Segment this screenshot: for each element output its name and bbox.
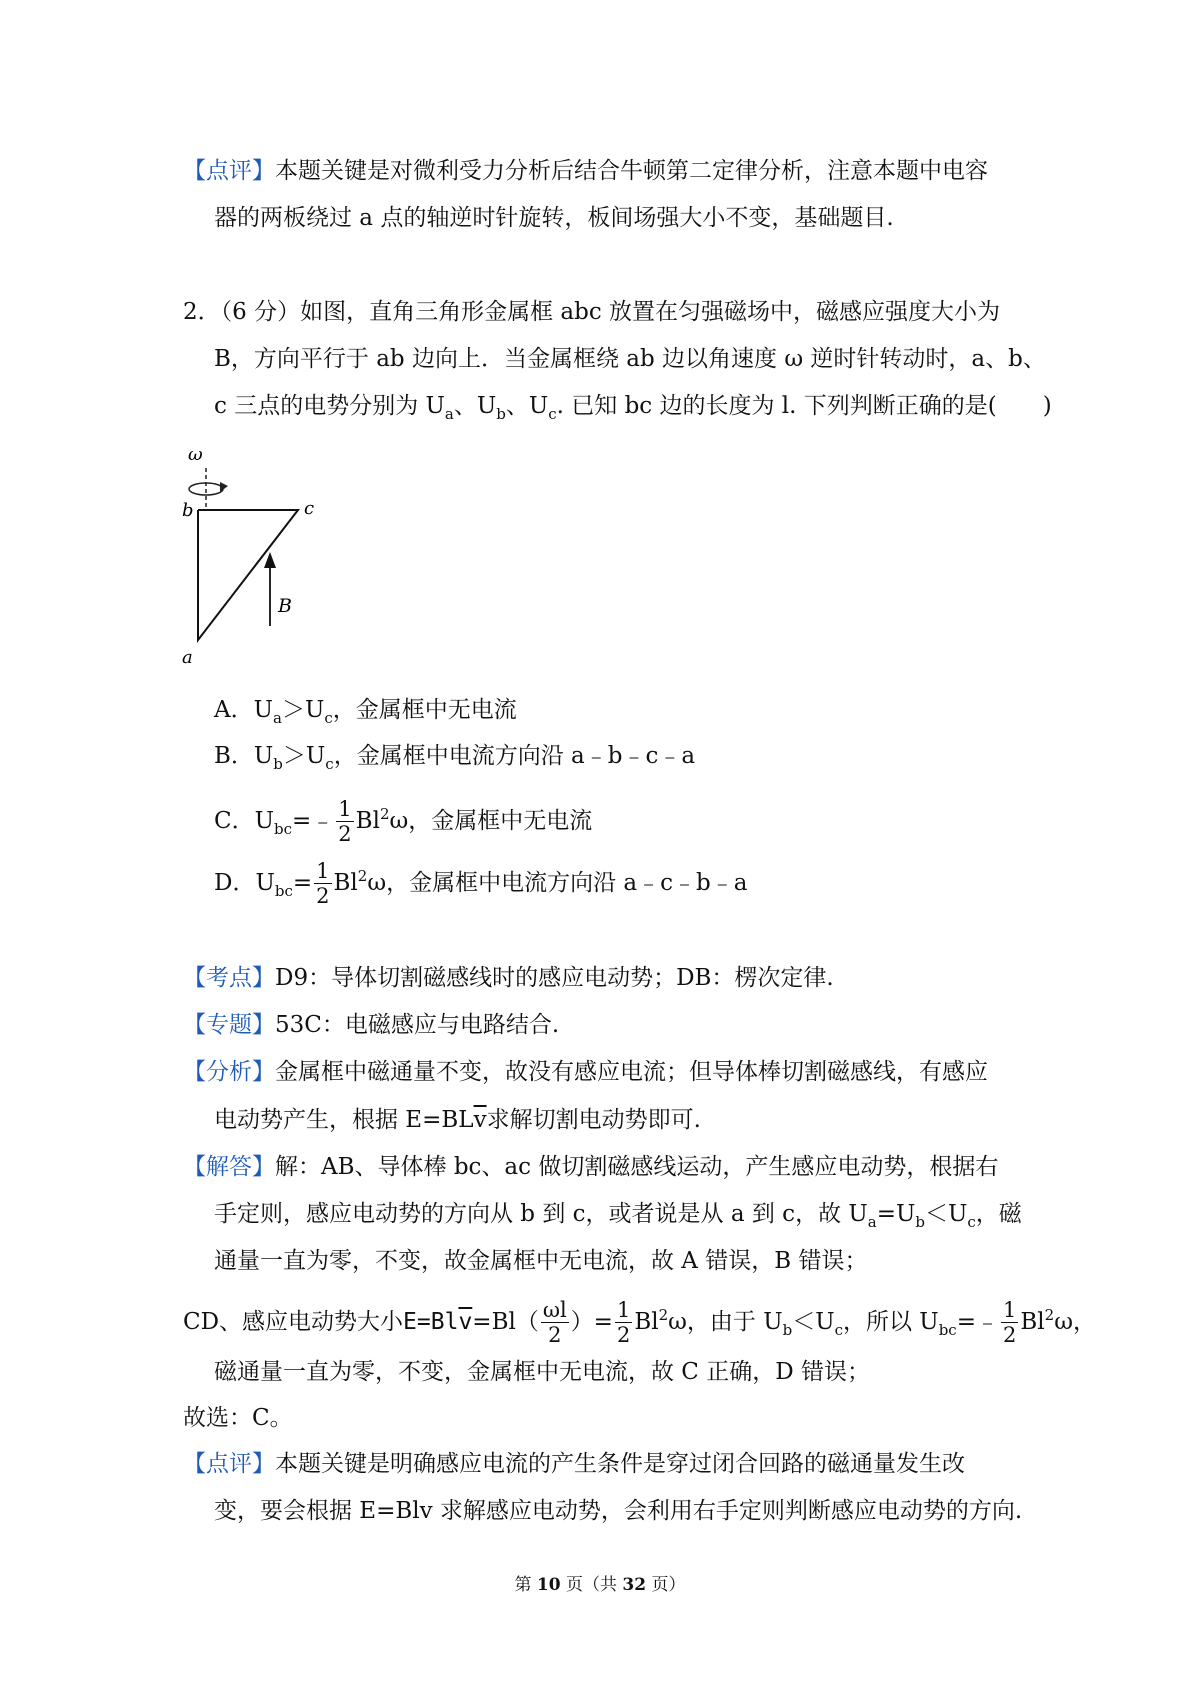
total-pages: 32: [622, 1575, 647, 1595]
option-text: ，金属框中电流方向沿 a﹣c﹣b﹣a: [386, 870, 748, 896]
field-arrowhead-icon: [264, 552, 276, 568]
question-line1: [183, 296, 1000, 328]
jieda-text: Bl: [1020, 1309, 1045, 1335]
option-D[interactable]: [214, 848, 747, 919]
subscript: b: [496, 405, 506, 423]
review-tag: 【点评】: [183, 158, 275, 184]
fraction-numerator: ωl: [542, 1298, 567, 1322]
guxuan-line: [183, 1402, 293, 1434]
subscript: bc: [274, 882, 293, 900]
question-line3: [214, 390, 1052, 430]
fenxi-text: 求解切割电动势即可.: [486, 1107, 701, 1133]
fraction: [314, 861, 331, 907]
kaodian-tag: 【考点】: [183, 965, 275, 991]
fraction: [1001, 1300, 1018, 1346]
jieda-text: 磁通量一直为零，不变，金属框中无电流，故 C 正确，D 错误；: [214, 1359, 870, 1385]
option-text: U: [253, 697, 274, 723]
jieda-text: =Bl: [472, 1309, 516, 1335]
superscript: 2: [379, 805, 390, 823]
option-text: ，金属框中无电流: [408, 808, 593, 834]
page-number: 10: [536, 1575, 561, 1595]
option-text: =﹣: [292, 808, 335, 834]
jieda-tag: 【解答】: [183, 1154, 275, 1180]
option-letter: B．: [214, 743, 254, 769]
option-text: U: [255, 870, 275, 896]
dianping-text: 本题关键是明确感应电流的产生条件是穿过闭合回路的磁通量发生改: [275, 1451, 965, 1477]
answer-text: 故选：C。: [183, 1405, 293, 1431]
subscript: c: [834, 1321, 843, 1339]
option-text: Bl: [333, 870, 358, 896]
jieda-line1: [183, 1151, 998, 1183]
fraction-denominator: 2: [616, 1323, 631, 1347]
jieda-text: ω，: [1054, 1309, 1096, 1335]
option-text: U: [254, 808, 274, 834]
option-text: ＞U: [282, 743, 326, 769]
velocity-avg: $\overline{v}$: [458, 1309, 473, 1335]
subscript: c: [967, 1213, 976, 1231]
superscript: 2: [1044, 1306, 1055, 1324]
footer-text: 第: [514, 1575, 537, 1595]
question-text: 、U: [505, 393, 549, 419]
option-text: ，金属框中无电流: [332, 697, 517, 723]
question-text: 、U: [453, 393, 497, 419]
fraction-numerator: 1: [338, 797, 352, 821]
kaodian-text: D9：导体切割磁感线时的感应电动势；DB：楞次定律.: [275, 965, 834, 991]
subscript: b: [273, 755, 283, 773]
option-text: ω: [389, 808, 409, 834]
option-text: U: [253, 743, 274, 769]
jieda-text: ω，由于 U: [668, 1309, 783, 1335]
subscript: bc: [274, 820, 293, 838]
figure-omega-label: ω: [188, 444, 203, 465]
option-letter: D．: [214, 870, 256, 896]
vertex-b-label: b: [182, 500, 194, 521]
fenxi-line2: [214, 1104, 701, 1136]
fraction-denominator: 2: [338, 822, 352, 846]
jieda-line5: [214, 1356, 870, 1388]
fraction: [336, 799, 353, 845]
jieda-text: ＜U: [792, 1309, 835, 1335]
triangle-frame-figure: [170, 440, 370, 670]
option-A[interactable]: [214, 694, 517, 734]
review1-line1: [183, 155, 988, 187]
review-text-cont: 器的两板绕过 a 点的轴逆时针旋转，板间场强大小不变，基础题目.: [214, 205, 894, 231]
jieda-cd-line: CD、感应电动势大小$E=Bl\overline{v}=Bl$（ $\frac{\omega l}{2}$ ）= $\frac{1}{2}$ Bl$^2$ω，由于 $U_b<U_c$，所以 $U_{bc}=﹣$ $\frac{1}{2}$ Bl$^2$ω，: [183, 1298, 1096, 1347]
velocity-avg: $\overline{v}$: [473, 1107, 487, 1133]
formula-e: E=Bl: [403, 1309, 459, 1335]
subscript: b: [915, 1213, 925, 1231]
option-C[interactable]: [214, 786, 592, 857]
question-line2: [214, 343, 1046, 375]
fenxi-text: 电动势产生，根据 E=BL: [214, 1107, 474, 1133]
dianping-text: 变，要会根据 E=Blv 求解感应电动势，会利用右手定则判断感应电动势的方向.: [214, 1498, 1023, 1524]
dianping-line2: [214, 1495, 1022, 1527]
subscript: a: [273, 709, 282, 727]
jieda-text: 通量一直为零，不变，故金属框中无电流，故 A 错误，B 错误；: [214, 1248, 868, 1274]
jieda-text: =﹣: [956, 1309, 999, 1335]
jieda-text: Bl: [634, 1309, 659, 1335]
footer-text: 页）: [646, 1575, 686, 1595]
jieda-text: =U: [876, 1201, 916, 1227]
option-letter: C．: [214, 808, 255, 834]
triangle-frame: [198, 510, 298, 640]
kaodian-line: [183, 962, 834, 994]
fraction: [615, 1300, 632, 1346]
jieda-text: ，磁: [975, 1201, 1022, 1227]
fraction-denominator: 2: [1003, 1323, 1017, 1347]
fraction-numerator: 1: [1003, 1298, 1017, 1322]
fraction: [541, 1300, 569, 1346]
zhuanti-tag: 【专题】: [183, 1012, 275, 1038]
subscript: a: [867, 1213, 877, 1231]
option-text: Bl: [355, 808, 380, 834]
jieda-text: ，所以 U: [843, 1309, 939, 1335]
rotation-arrowhead-icon: [220, 482, 228, 492]
fraction-numerator: 1: [316, 859, 330, 883]
review1-line2: [214, 202, 894, 234]
option-text: ω: [367, 870, 387, 896]
subscript: c: [325, 755, 334, 773]
subscript: c: [548, 405, 557, 423]
jieda-line3: [214, 1245, 867, 1277]
footer-text: 页（共: [560, 1575, 623, 1595]
dianping-line1: [183, 1448, 965, 1480]
field-B-label: B: [278, 595, 292, 617]
jieda-text: CD、感应电动势大小: [183, 1309, 404, 1335]
question-text: . 已知 bc 边的长度为 l. 下列判断正确的是( ): [556, 393, 1052, 419]
subscript: bc: [938, 1321, 957, 1339]
jieda-line2: [214, 1198, 1022, 1238]
question-stem-cont: B，方向平行于 ab 边向上．当金属框绕 ab 边以角速度 ω 逆时针转动时，a、b、: [214, 346, 1046, 372]
review-text: 本题关键是对微利受力分析后结合牛顿第二定律分析，注意本题中电容: [275, 158, 988, 184]
fenxi-line1: [183, 1056, 988, 1088]
jieda-text: 解：AB、导体棒 bc、ac 做切割磁感线运动，产生感应电动势，根据右: [275, 1154, 999, 1180]
page-footer: [0, 1570, 1200, 1595]
option-B[interactable]: [214, 740, 695, 780]
fenxi-tag: 【分析】: [183, 1059, 275, 1085]
superscript: 2: [658, 1306, 669, 1324]
option-letter: A．: [214, 697, 254, 723]
jieda-text: =: [593, 1309, 613, 1335]
zhuanti-text: 53C：电磁感应与电路结合.: [275, 1012, 560, 1038]
subscript: c: [324, 709, 333, 727]
fraction-denominator: 2: [548, 1323, 562, 1347]
vertex-c-label: c: [304, 498, 315, 519]
fenxi-text: 金属框中磁通量不变，故没有感应电流；但导体棒切割磁感线，有感应: [275, 1059, 988, 1085]
superscript: 2: [357, 867, 368, 885]
jieda-text: 手定则，感应电动势的方向从 b 到 c，或者说是从 a 到 c，故 U: [214, 1201, 868, 1227]
subscript: a: [444, 405, 454, 423]
option-text: ，金属框中电流方向沿 a﹣b﹣c﹣a: [333, 743, 696, 769]
zhuanti-line: [183, 1009, 559, 1041]
subscript: b: [782, 1321, 793, 1339]
fraction-denominator: 2: [316, 884, 330, 908]
jieda-text: ＜U: [924, 1201, 968, 1227]
question-stem: 2．（6 分）如图，直角三角形金属框 abc 放置在匀强磁场中，磁感应强度大小为: [183, 299, 1001, 325]
question-text: c 三点的电势分别为 U: [214, 393, 445, 419]
option-text: =: [292, 870, 313, 896]
vertex-a-label: a: [182, 647, 193, 668]
fraction-numerator: 1: [616, 1298, 631, 1322]
dianping-tag: 【点评】: [183, 1451, 275, 1477]
option-text: ＞U: [281, 697, 325, 723]
